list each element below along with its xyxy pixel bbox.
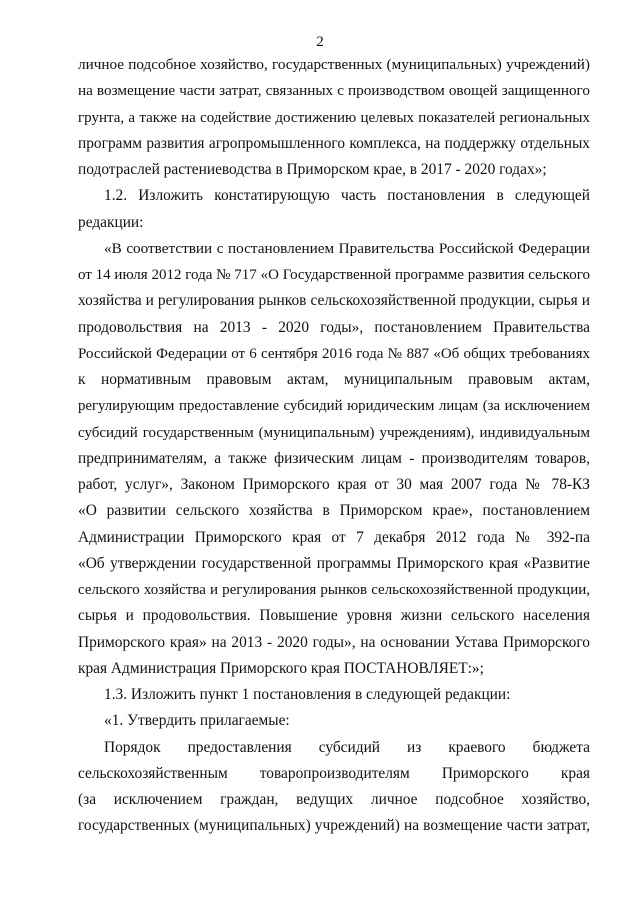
page-number: 2 [316, 34, 324, 50]
text-line: продовольствия на 2013 - 2020 годы», постановлением Правительства [78, 318, 590, 336]
text-line: сельского хозяйства и регулирования рынков сельскохозяйственной продукции, [78, 582, 590, 598]
text-line: личное подсобное хозяйство, государственных (муниципальных) учреждений) [78, 56, 590, 73]
text-line: подотраслей растениеводства в Приморском крае, в 2017 - 2020 годах»; [78, 161, 547, 178]
text-line: Приморского края» на 2013 - 2020 годы», на основании Устава Приморского [78, 633, 590, 651]
text-line: Порядок предоставления субсидий из краевого бюджета [104, 738, 590, 756]
text-line: «О развитии сельского хозяйства в Приморском крае», постановлением [78, 502, 590, 520]
text-line: (за исключением граждан, ведущих личное подсобное хозяйство, [78, 791, 590, 808]
text-line: Администрации Приморского края от 7 декабря 2012 года № 392-па [78, 528, 590, 546]
text-line: работ, услуг», Законом Приморского края от 30 мая 2007 года № 78-КЗ [78, 476, 590, 493]
text-line: предпринимателям, а также физическим лицам - производителям товаров, [78, 449, 590, 467]
text-line: «1. Утвердить прилагаемые: [104, 712, 290, 730]
text-line: сельскохозяйственным товаропроизводителям Приморского края [78, 764, 590, 782]
text-line: Российской Федерации от 6 сентября 2016 года № 887 «Об общих требованиях [78, 345, 590, 362]
text-line: к нормативным правовым актам, муниципальным правовым актам, [78, 371, 590, 388]
text-line: редакции: [78, 213, 144, 231]
text-line: государственных (муниципальных) учреждений) на возмещение части затрат, [78, 817, 590, 835]
text-line: края Администрация Приморского края ПОСТАНОВЛЯЕТ:»; [78, 659, 484, 677]
text-line: от 14 июля 2012 года № 717 «О Государственной программе развития сельского [78, 267, 590, 283]
text-line: 1.2. Изложить констатирующую часть постановления в следующей [104, 187, 590, 205]
text-line: регулирующим предоставление субсидий юридическим лицам (за исключением [78, 398, 590, 415]
text-line: грунта, а также на содействие достижению целевых показателей региональных [78, 109, 590, 126]
text-line: «Об утверждении государственной программы Приморского края «Развитие [78, 554, 590, 572]
text-line: на возмещение части затрат, связанных с производством овощей защищенного [78, 82, 590, 100]
text-line: «В соответствии с постановлением Правительства Российской Федерации [104, 239, 590, 257]
text-line: сырья и продовольствия. Повышение уровня жизни сельского населения [78, 607, 590, 625]
document-body [78, 52, 590, 840]
text-line: 1.3. Изложить пункт 1 постановления в следующей редакции: [104, 686, 511, 703]
text-line: хозяйства и регулирования рынков сельскохозяйственной продукции, сырья и [78, 292, 590, 310]
text-line: субсидий государственным (муниципальным) учреждениям), индивидуальным [78, 424, 590, 441]
text-line: программ развития агропромышленного комплекса, на поддержку отдельных [78, 134, 590, 152]
